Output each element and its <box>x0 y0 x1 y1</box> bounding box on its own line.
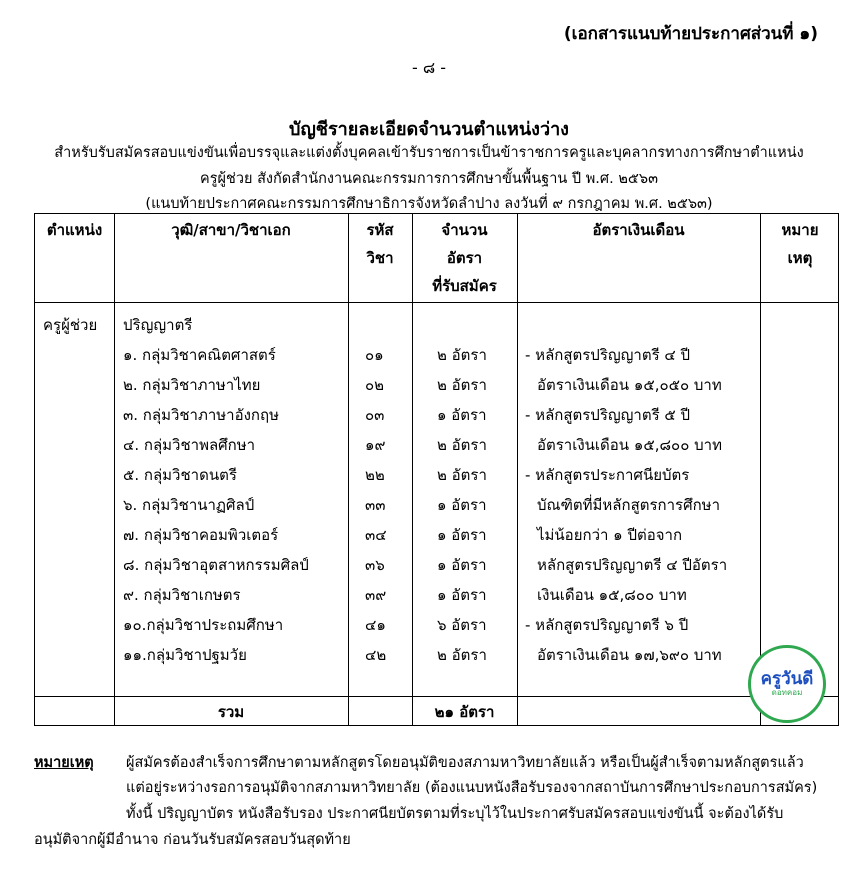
vacancy-count: ๑ อัตรา <box>437 586 487 604</box>
table-row <box>35 460 840 490</box>
salary-text: บัณฑิตที่มีหลักสูตรการศึกษา <box>537 496 720 514</box>
vacancy-count: ๑ อัตรา <box>437 406 487 424</box>
subject-name: ๙. กลุ่มวิชาเกษตร <box>123 586 241 604</box>
header-count-1: จำนวน <box>441 221 488 239</box>
table-row <box>35 340 840 370</box>
subject-name: ๑๐.กลุ่มวิชาประถมศึกษา <box>123 616 284 634</box>
salary-text: - หลักสูตรปริญญาตรี ๖ ปี <box>525 616 689 634</box>
watermark-logo <box>748 645 826 723</box>
header-code-1: รหัส <box>366 221 394 239</box>
vacancy-count: ๒ อัตรา <box>437 466 487 484</box>
vacancy-count: ๑ อัตรา <box>437 526 487 544</box>
subject-code: ๓๓ <box>365 496 386 514</box>
table-row <box>35 520 840 550</box>
subject-code: ๐๒ <box>365 376 385 394</box>
header-degree: วุฒิ/สาขา/วิชาเอก <box>171 221 291 239</box>
total-value: ๒๑ อัตรา <box>434 703 495 721</box>
vacancy-count: ๑ อัตรา <box>437 556 487 574</box>
subject-code: ๔๑ <box>365 616 386 634</box>
salary-text: เงินเดือน ๑๕,๘๐๐ บาท <box>537 586 687 604</box>
subtitle-line-2: ครูผู้ช่วย สังกัดสำนักงานคณะกรรมการการศึกษาขั้นพื้นฐาน ปี พ.ศ. ๒๕๖๓ <box>200 171 658 187</box>
header-position: ตำแหน่ง <box>46 221 103 239</box>
salary-text: ไม่น้อยกว่า ๑ ปีต่อจาก <box>537 526 683 544</box>
table-row <box>35 400 840 430</box>
attachment-label: (เอกสารแนบท้ายประกาศส่วนที่ ๑) <box>563 24 818 44</box>
subject-name: ๕. กลุ่มวิชาดนตรี <box>123 466 237 484</box>
header-count-2: อัตรา <box>446 249 483 267</box>
salary-text: หลักสูตรปริญญาตรี ๔ ปีอัตรา <box>537 556 728 574</box>
salary-text: อัตราเงินเดือน ๑๕,๐๕๐ บาท <box>537 376 722 394</box>
total-label: รวม <box>217 703 245 721</box>
table-row <box>35 370 840 400</box>
note-line-1: ผู้สมัครต้องสำเร็จการศึกษาตามหลักสูตรโดยอนุมัติของสภามหาวิทยาลัยแล้ว หรือเป็นผู้สำเร็จตามหลักสูตรแล้ว <box>126 755 804 771</box>
table-row <box>35 580 840 610</box>
subject-code: ๐๓ <box>365 406 385 424</box>
header-remark-2: เหตุ <box>787 249 813 267</box>
subject-code: ๓๔ <box>365 526 387 544</box>
vacancy-count: ๑ อัตรา <box>437 496 487 514</box>
subject-code: ๐๑ <box>365 346 384 364</box>
subject-code: ๔๒ <box>365 646 387 664</box>
subject-name: ๑. กลุ่มวิชาคณิตศาสตร์ <box>123 346 276 364</box>
vacancy-count: ๒ อัตรา <box>437 646 487 664</box>
header-code-2: วิชา <box>366 249 394 267</box>
table-row <box>35 490 840 520</box>
subject-code: ๒๒ <box>365 466 385 484</box>
subject-name: ๒. กลุ่มวิชาภาษาไทย <box>123 376 261 394</box>
note-heading: หมายเหตุ <box>34 755 94 771</box>
vacancy-count: ๒ อัตรา <box>437 436 487 454</box>
table-row <box>35 430 840 460</box>
salary-text: - หลักสูตรปริญญาตรี ๔ ปี <box>525 346 691 364</box>
vacancy-count: ๒ อัตรา <box>437 376 487 394</box>
vacancy-count: ๒ อัตรา <box>437 346 487 364</box>
rows-container <box>35 340 840 670</box>
vacancy-table <box>34 213 839 726</box>
note-line-4: อนุมัติจากผู้มีอำนาจ ก่อนวันรับสมัครสอบวันสุดท้าย <box>34 832 351 848</box>
subject-name: ๑๑.กลุ่มวิชาปฐมวัย <box>123 646 247 664</box>
header-remark-1: หมาย <box>781 221 819 239</box>
table-row <box>35 640 840 670</box>
vacancy-count: ๖ อัตรา <box>437 616 487 634</box>
salary-text: - หลักสูตรปริญญาตรี ๕ ปี <box>525 406 691 424</box>
header-rule <box>35 302 838 303</box>
note-line-2: แต่อยู่ระหว่างรอการอนุมัติจากสภามหาวิทยาลัย (ต้องแนบหนังสือรับรองจากสถาบันการศึกษาประกอบการสมัคร) <box>126 780 818 796</box>
subtitle-line-3: (แนบท้ายประกาศคณะกรรมการศึกษาธิการจังหวัดลำปาง ลงวันที่ ๙ กรกฎาคม พ.ศ. ๒๕๖๓) <box>145 196 713 212</box>
subject-name: ๖. กลุ่มวิชานาฏศิลป์ <box>123 496 255 514</box>
subject-name: ๗. กลุ่มวิชาคอมพิวเตอร์ <box>123 526 279 544</box>
subject-name: ๔. กลุ่มวิชาพลศึกษา <box>123 436 256 454</box>
header-salary: อัตราเงินเดือน <box>592 221 685 239</box>
subject-code: ๓๙ <box>365 586 387 604</box>
degree-level: ปริญญาตรี <box>123 316 193 334</box>
salary-text: - หลักสูตรประกาศนียบัตร <box>525 466 690 484</box>
page-number: - ๘ - <box>411 58 447 77</box>
position-name: ครูผู้ช่วย <box>43 316 98 334</box>
subject-code: ๓๖ <box>365 556 385 574</box>
table-row <box>35 610 840 640</box>
watermark-sub-text: ดอทคอม <box>771 688 803 697</box>
document-title: บัญชีรายละเอียดจำนวนตำแหน่งว่าง <box>289 119 569 140</box>
subject-name: ๓. กลุ่มวิชาภาษาอังกฤษ <box>123 406 279 424</box>
subtitle-line-1: สำหรับรับสมัครสอบแข่งขันเพื่อบรรจุและแต่งตั้งบุคคลเข้ารับราชการเป็นข้าราชการครูและบุคลากรทางการศึกษาตำแหน่ง <box>54 145 804 161</box>
subject-name: ๘. กลุ่มวิชาอุตสาหกรรมศิลป์ <box>123 556 309 574</box>
header-count-3: ที่รับสมัคร <box>432 277 497 295</box>
table-row <box>35 550 840 580</box>
salary-text: อัตราเงินเดือน ๑๕,๘๐๐ บาท <box>537 436 722 454</box>
note-line-3: ทั้งนี้ ปริญญาบัตร หนังสือรับรอง ประกาศนียบัตรตามที่ระบุไว้ในประกาศรับสมัครสอบแข่งขันนี้ จะต้องได้รับ <box>126 806 784 822</box>
watermark-main-text: ครูวันดี <box>760 669 814 689</box>
salary-text: อัตราเงินเดือน ๑๗,๖๙๐ บาท <box>537 646 722 664</box>
subject-code: ๑๙ <box>365 436 386 454</box>
